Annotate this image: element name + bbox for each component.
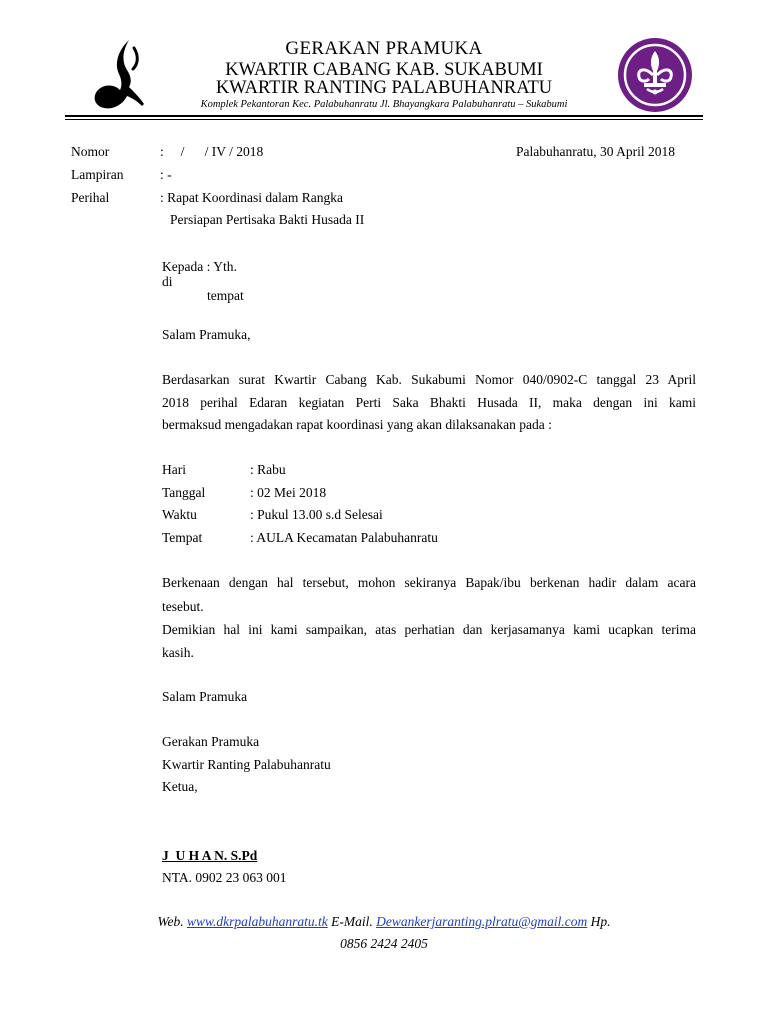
schedule-label: Hari — [162, 462, 186, 477]
org-address: Komplek Pekantoran Kec. Palabuhanratu Jl. Bhayangkara Palabuhanratu – Sukabumi — [200, 99, 568, 110]
nomor-value: : / / IV / 2018 — [160, 144, 264, 159]
footer-email-link[interactable]: Dewankerjaranting.plratu@gmail.com — [376, 914, 588, 929]
schedule-label: Tanggal — [162, 485, 206, 500]
footer-contact — [0, 914, 768, 930]
nomor-label: Nomor — [71, 144, 110, 159]
lampiran-label: Lampiran — [71, 167, 124, 182]
recipient-line-3: tempat — [207, 288, 244, 303]
paragraph-2-line-2: tesebut. — [162, 599, 204, 614]
perihal-label: Perihal — [71, 190, 110, 205]
schedule-value: : Rabu — [250, 462, 286, 477]
schedule-value: : 02 Mei 2018 — [250, 485, 327, 500]
world-scout-emblem-icon — [617, 37, 693, 113]
paragraph-3-line-1: Demikian hal ini kami sampaikan, atas perhatian dan kerjasamanya kami ucapkan terima — [162, 622, 696, 637]
paragraph-1-line-2: 2018 perihal Edaran kegiatan Perti Saka Bhakti Husada II, maka dengan ini kami — [162, 395, 696, 410]
recipient-line-2: di — [162, 274, 173, 289]
footer-phone: 0856 2424 2405 — [340, 936, 428, 951]
footer-web-label: Web. — [157, 914, 184, 929]
letter-date: Palabuhanratu, 30 April 2018 — [516, 144, 675, 159]
closing-org-1: Gerakan Pramuka — [162, 734, 260, 749]
right-logo — [617, 37, 693, 113]
perihal-line-2: Persiapan Pertisaka Bakti Husada II — [170, 212, 365, 227]
paragraph-2-line-1: Berkenaan dengan hal tersebut, mohon sekiranya Bapak/ibu berkenan hadir dalam acara — [162, 575, 696, 590]
footer-email-label: E-Mail. — [331, 914, 373, 929]
schedule-label: Tempat — [162, 530, 203, 545]
signer-name: J U H A N. S.Pd — [162, 848, 258, 863]
header-rule-thin — [65, 119, 703, 120]
org-cabang: KWARTIR CABANG KAB. SUKABUMI — [225, 60, 543, 80]
recipient-line-1: Kepada : Yth. — [162, 259, 237, 274]
schedule-value: : AULA Kecamatan Palabuhanratu — [250, 530, 438, 545]
schedule-label: Waktu — [162, 507, 197, 522]
schedule-value: : Pukul 13.00 s.d Selesai — [250, 507, 383, 522]
closing-org-2: Kwartir Ranting Palabuhanratu — [162, 757, 331, 772]
footer-phone-label: Hp. — [590, 914, 611, 929]
org-title: GERAKAN PRAMUKA — [285, 38, 483, 59]
lampiran-value: : - — [160, 167, 172, 182]
org-ranting: KWARTIR RANTING PALABUHANRATU — [215, 78, 553, 98]
header-rule-thick — [65, 115, 703, 117]
closing-salam: Salam Pramuka — [162, 689, 248, 704]
paragraph-1-line-1: Berdasarkan surat Kwartir Cabang Kab. Sukabumi Nomor 040/0902-C tanggal 23 April — [162, 372, 696, 387]
paragraph-1-line-3: bermaksud mengadakan rapat koordinasi yang akan dilaksanakan pada : — [162, 417, 552, 432]
footer-web-link[interactable]: www.dkrpalabuhanratu.tk — [186, 914, 328, 929]
paragraph-3-line-2: kasih. — [162, 645, 194, 660]
greeting: Salam Pramuka, — [162, 327, 251, 342]
closing-role: Ketua, — [162, 779, 198, 794]
perihal-line-1: : Rapat Koordinasi dalam Rangka — [160, 190, 343, 205]
signer-nta: NTA. 0902 23 063 001 — [162, 870, 287, 885]
